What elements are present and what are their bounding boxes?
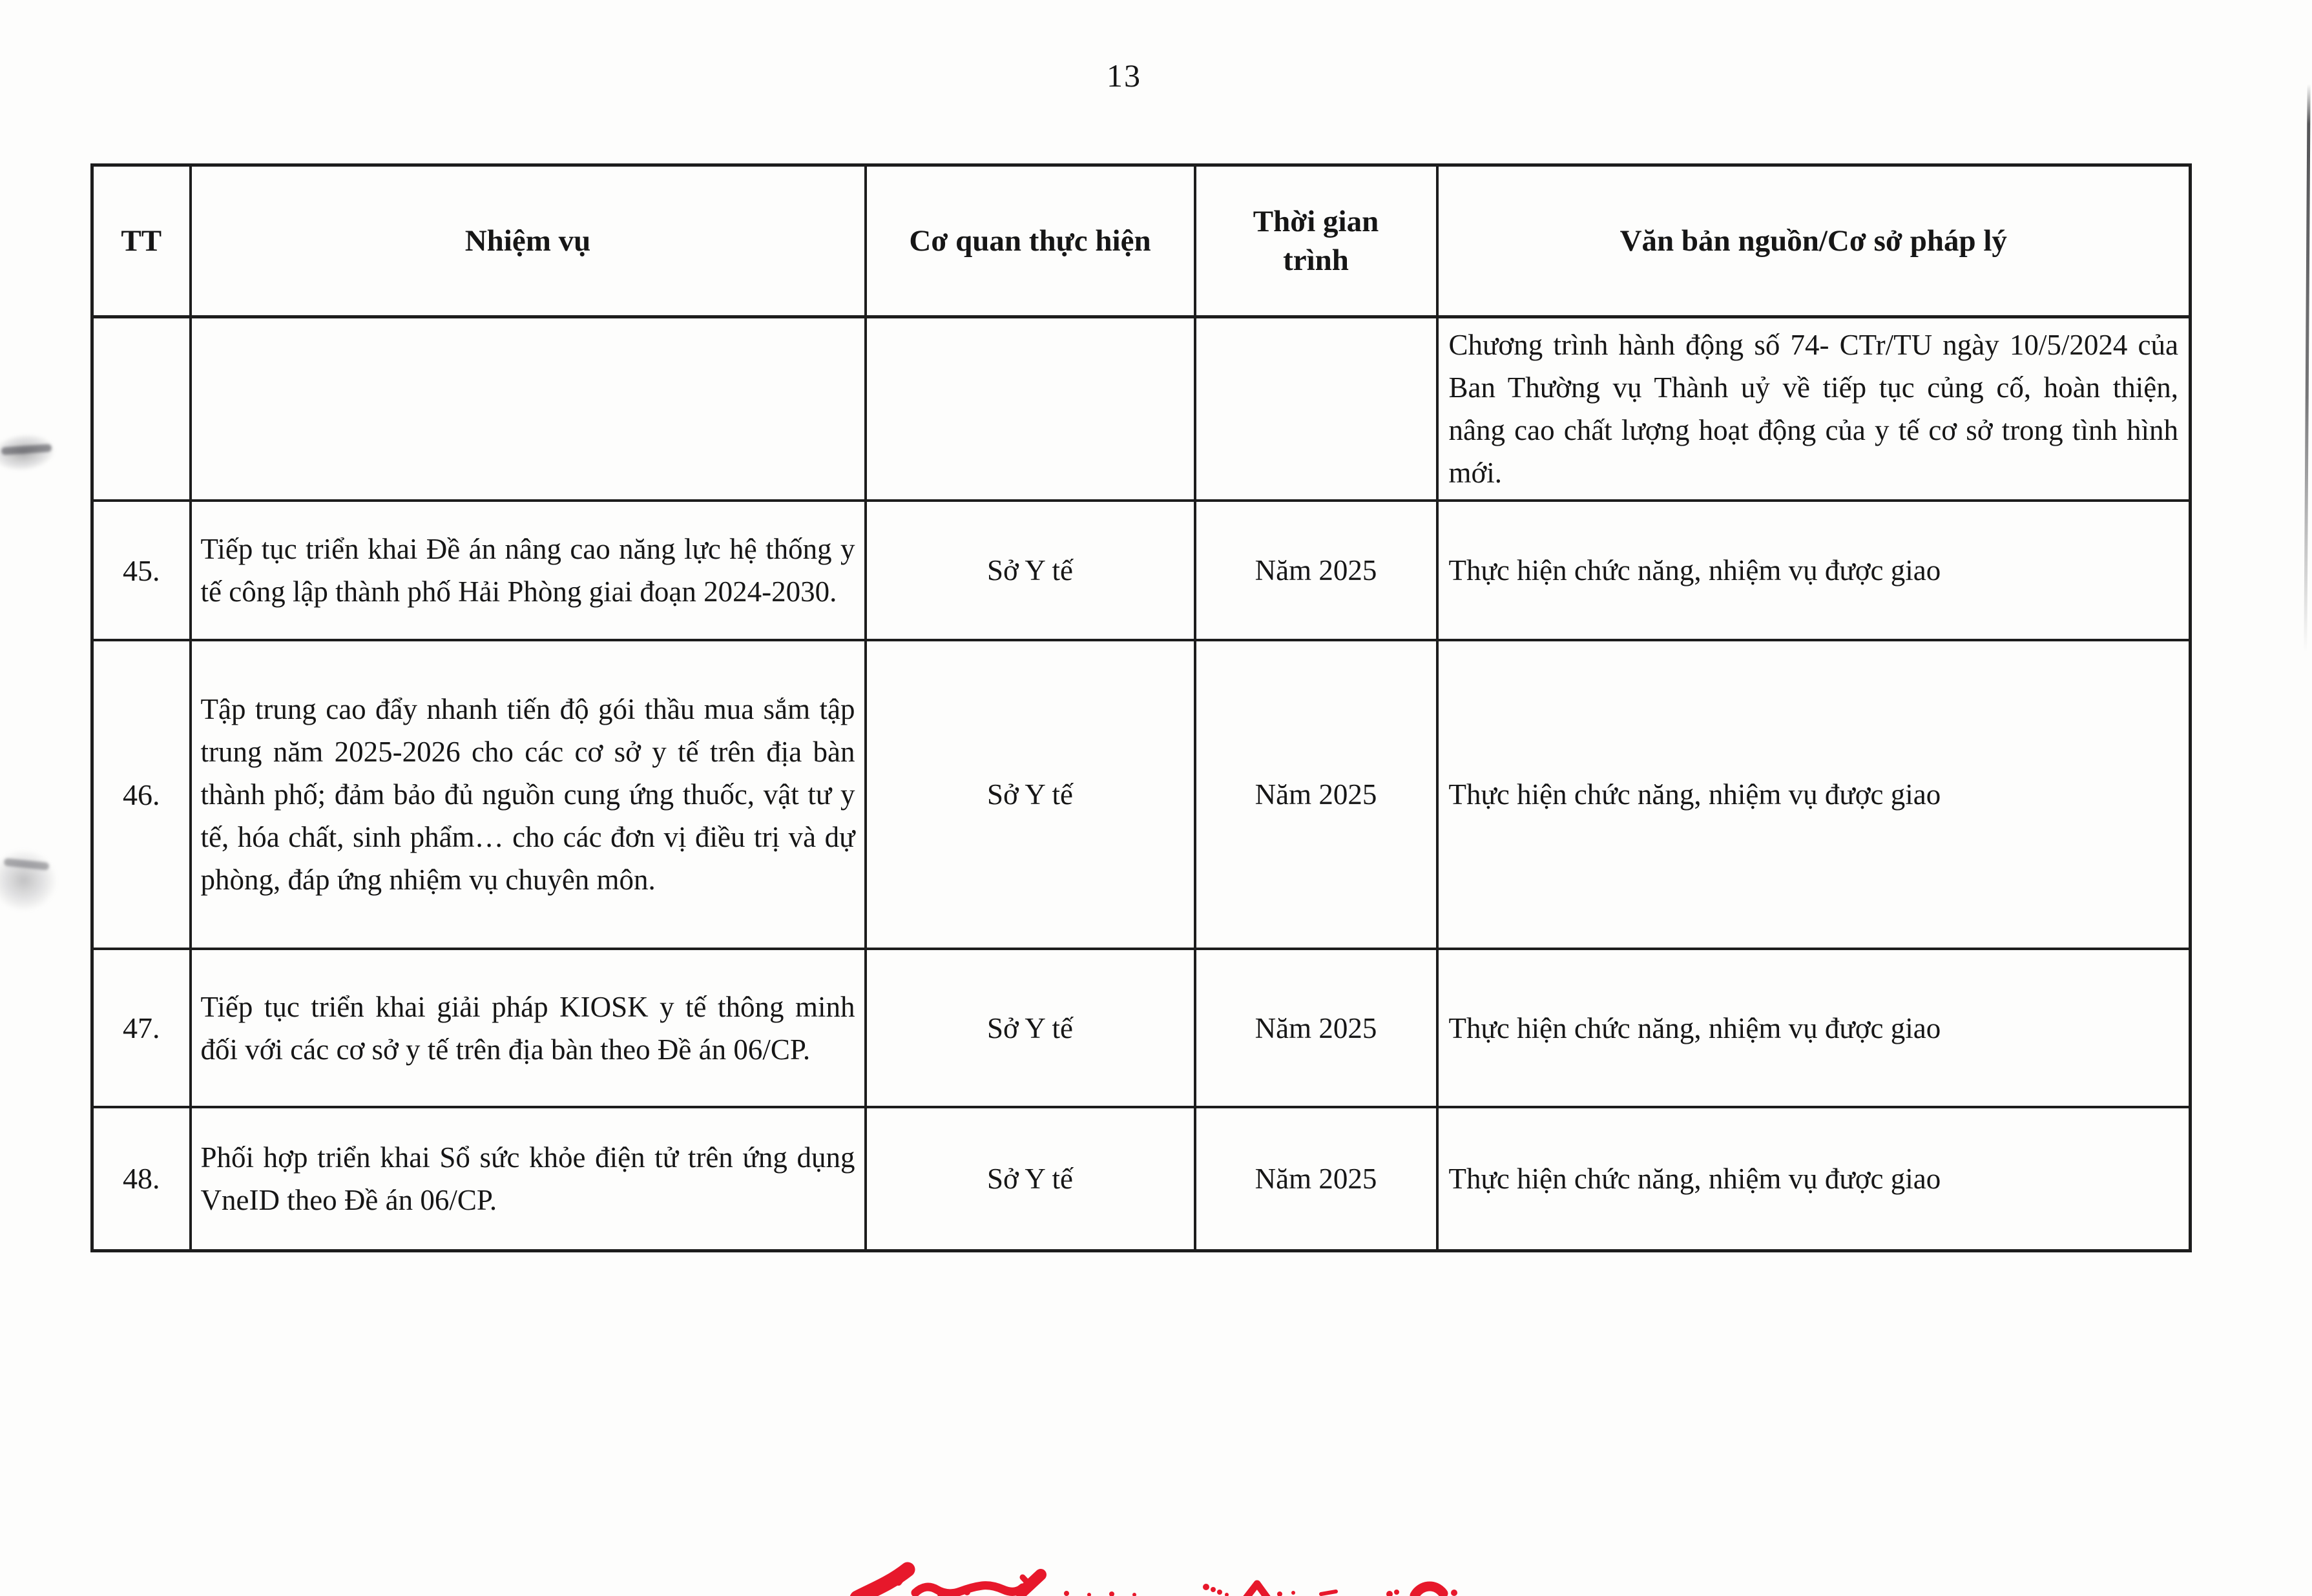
legal-cell: Thực hiện chức năng, nhiệm vụ được giao	[1437, 640, 2191, 949]
table-header-row	[92, 165, 2191, 317]
legal-cell: Thực hiện chức năng, nhiệm vụ được giao	[1437, 1107, 2191, 1250]
legal-cell: Chương trình hành động số 74- CTr/TU ngày 10/5/2024 của Ban Thường vụ Thành uỷ về tiếp tục củng cố, hoàn thiện, nâng cao chất lượng hoạt động của y tế cơ sở trong tình hình mới.	[1437, 317, 2191, 501]
tt-cell: 47.	[92, 949, 191, 1107]
legal-cell: Thực hiện chức năng, nhiệm vụ được giao	[1437, 501, 2191, 640]
column-header-time-label: Thời gian trình	[1253, 205, 1379, 277]
agency-cell: Sở Y tế	[866, 501, 1195, 640]
task-cell: Tiếp tục triển khai Đề án nâng cao năng lực hệ thống y tế công lập thành phố Hải Phòng giai đoạn 2024-2030.	[191, 501, 866, 640]
scan-smudge	[0, 831, 76, 941]
page-number: 13	[1107, 57, 1141, 94]
tt-cell	[92, 317, 191, 501]
task-cell	[191, 317, 866, 501]
legal-cell: Thực hiện chức năng, nhiệm vụ được giao	[1437, 949, 2191, 1107]
scan-smudge	[1, 444, 52, 455]
tt-cell: 48.	[92, 1107, 191, 1250]
task-cell: Tiếp tục triển khai giải pháp KIOSK y tế thông minh đối với các cơ sở y tế trên địa bàn theo Đề án 06/CP.	[191, 949, 866, 1107]
time-cell: Năm 2025	[1195, 1107, 1437, 1250]
column-header-legal: Văn bản nguồn/Cơ sở pháp lý	[1437, 165, 2191, 317]
table-row	[92, 317, 2191, 501]
time-cell	[1195, 317, 1437, 501]
table-row	[92, 949, 2191, 1107]
scan-smudge	[4, 858, 50, 870]
red-ink-stamp-icon	[817, 1555, 1476, 1596]
table-row	[92, 1107, 2191, 1250]
table-row	[92, 501, 2191, 640]
agency-cell: Sở Y tế	[866, 949, 1195, 1107]
scan-smudge	[0, 413, 70, 488]
task-cell: Tập trung cao đẩy nhanh tiến độ gói thầu mua sắm tập trung năm 2025-2026 cho các cơ sở y tế trên địa bàn thành phố; đảm bảo đủ nguồn cung ứng thuốc, vật tư y tế, hóa chất, sinh phẩm… cho các đơn vị điều trị và dự phòng, đáp ứng nhiệm vụ chuyên môn.	[191, 640, 866, 949]
column-header-time	[1195, 165, 1437, 317]
table-row	[92, 640, 2191, 949]
scan-edge-shadow	[2304, 84, 2310, 652]
tt-cell: 46.	[92, 640, 191, 949]
time-cell: Năm 2025	[1195, 949, 1437, 1107]
time-cell: Năm 2025	[1195, 501, 1437, 640]
time-cell: Năm 2025	[1195, 640, 1437, 949]
agency-cell	[866, 317, 1195, 501]
agency-cell: Sở Y tế	[866, 1107, 1195, 1250]
tt-cell: 45.	[92, 501, 191, 640]
column-header-agency: Cơ quan thực hiện	[866, 165, 1195, 317]
tasks-table	[90, 163, 2192, 1252]
column-header-task: Nhiệm vụ	[191, 165, 866, 317]
task-cell: Phối hợp triển khai Sổ sức khỏe điện tử trên ứng dụng VneID theo Đề án 06/CP.	[191, 1107, 866, 1250]
agency-cell: Sở Y tế	[866, 640, 1195, 949]
column-header-tt: TT	[92, 165, 191, 317]
